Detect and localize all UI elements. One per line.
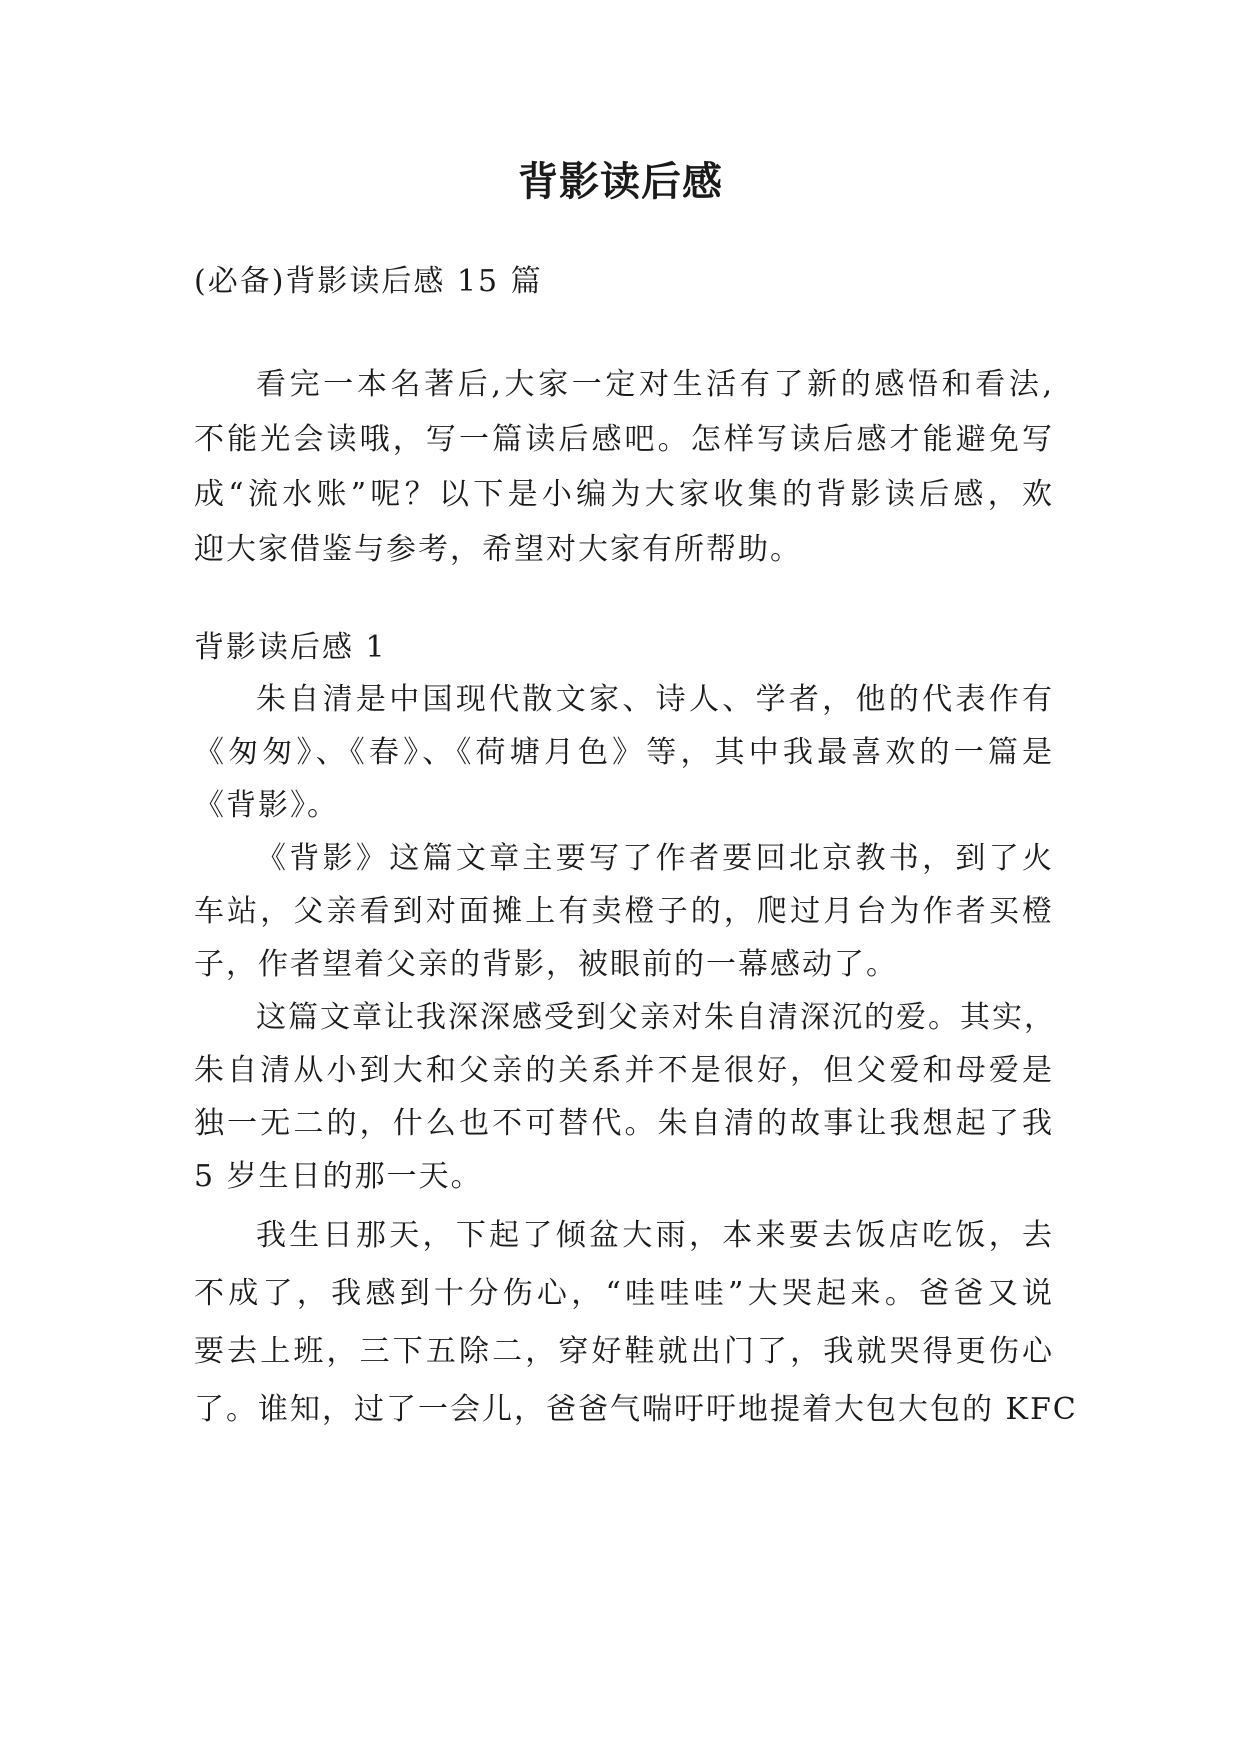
p2-line-2: 车站，父亲看到对面摊上有卖橙子的，爬过月台为作者买橙: [194, 894, 1054, 929]
p3-line-3: 独一无二的，什么也不可替代。朱自清的故事让我想起了我: [194, 1106, 1054, 1141]
intro-line-4: 迎大家借鉴与参考，希望对大家有所帮助。: [194, 532, 802, 567]
p1-line-3: 《背影》。: [194, 788, 339, 823]
p1-line-1: 朱自清是中国现代散文家、诗人、学者，他的代表作有: [256, 682, 1054, 717]
p3-line-4: 5 岁生日的那一天。: [194, 1159, 483, 1194]
intro-line-2: 不能光会读哦，写一篇读后感吧。怎样写读后感才能避免写: [194, 422, 1054, 457]
intro-line-1: 看完一本名著后,大家一定对生活有了新的感悟和看法,: [256, 367, 1054, 402]
p1-line-2: 《匆匆》、《春》、《荷塘月色》等，其中我最喜欢的一篇是: [194, 735, 1054, 770]
p4-line-2: 不成了，我感到十分伤心，“哇哇哇”大哭起来。爸爸又说: [194, 1276, 1054, 1311]
p2-line-3: 子，作者望着父亲的背影，被眼前的一幕感动了。: [194, 947, 898, 982]
intro-line-3: 成“流水账”呢？以下是小编为大家收集的背影读后感，欢: [194, 477, 1054, 512]
p2-line-1: 《背影》这篇文章主要写了作者要回北京教书，到了火: [256, 841, 1054, 876]
document-subtitle: (必备)背影读后感 15 篇: [194, 264, 543, 299]
section-heading: 背影读后感 1: [194, 630, 387, 665]
p3-line-2: 朱自清从小到大和父亲的关系并不是很好，但父爱和母爱是: [194, 1053, 1054, 1088]
p4-line-1: 我生日那天，下起了倾盆大雨，本来要去饭店吃饭，去: [256, 1218, 1054, 1253]
p4-line-4: 了。谁知，过了一会儿，爸爸气喘吁吁地提着大包大包的 KFC: [194, 1392, 1078, 1427]
p4-line-3: 要去上班，三下五除二，穿好鞋就出门了，我就哭得更伤心: [194, 1334, 1054, 1369]
p3-line-1: 这篇文章让我深深感受到父亲对朱自清深沉的爱。其实，: [256, 1000, 1056, 1035]
document-title: 背影读后感: [518, 159, 723, 205]
